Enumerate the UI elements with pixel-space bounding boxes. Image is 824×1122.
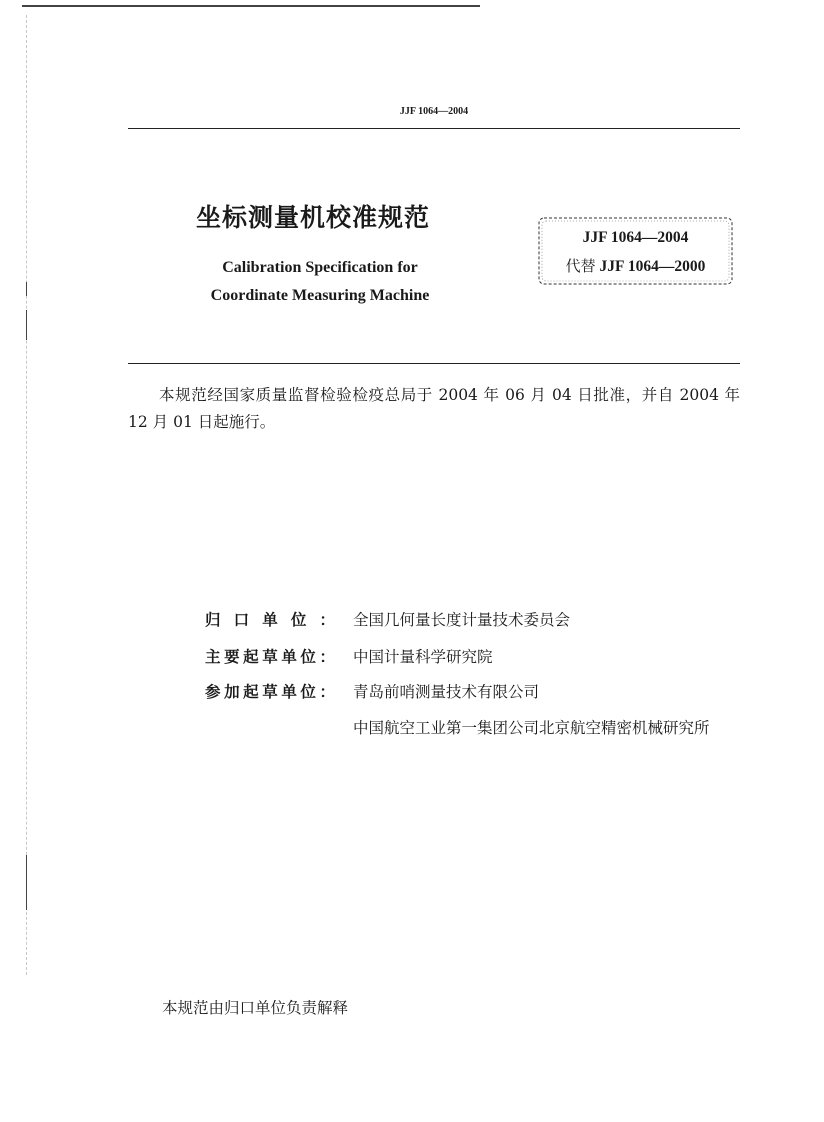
binder-mark-lower [18,845,40,915]
code-box [536,215,735,287]
replaces-prefix: 代替 [565,257,596,275]
unit-label-participating: 参 加 起 草 单 位 ： [205,683,335,701]
title-english-line2: Coordinate Measuring Machine [210,287,430,304]
code-replaces [536,255,735,276]
unit-value-participating-2: 中国航空工业第一集团公司北京航空精密机械研究所 [353,719,710,737]
code-current: JJF 1064—2004 [582,229,689,246]
scan-margin-line [26,15,27,975]
unit-label-responsible: 归 口 单 位 ： [205,611,335,629]
unit-value-participating-1: 青岛前哨测量技术有限公司 [353,683,540,701]
approval-paragraph: 本规范经国家质量监督检验检疫总局于 2004 年 06 月 04 日批准，并自 2004 年 12 月 01 日起施行。 [128,386,740,431]
binder-mark-upper [18,270,40,340]
decorative-border [536,215,735,287]
header-code: JJF 1064—2004 [399,106,469,117]
scan-top-rule [22,5,480,7]
replaces-code: JJF 1064—2000 [599,258,706,275]
section-rule [128,363,740,364]
unit-value-responsible: 全国几何量长度计量技术委员会 [353,611,571,629]
header-rule [128,128,740,129]
unit-value-main-drafting: 中国计量科学研究院 [353,648,493,666]
unit-label-main-drafting: 主 要 起 草 单 位 ： [205,648,335,666]
title-english-line1: Calibration Specification for [222,259,418,276]
footer-note: 本规范由归口单位负责解释 [162,999,349,1017]
title-chinese: 坐标测量机校准规范 [196,203,431,232]
